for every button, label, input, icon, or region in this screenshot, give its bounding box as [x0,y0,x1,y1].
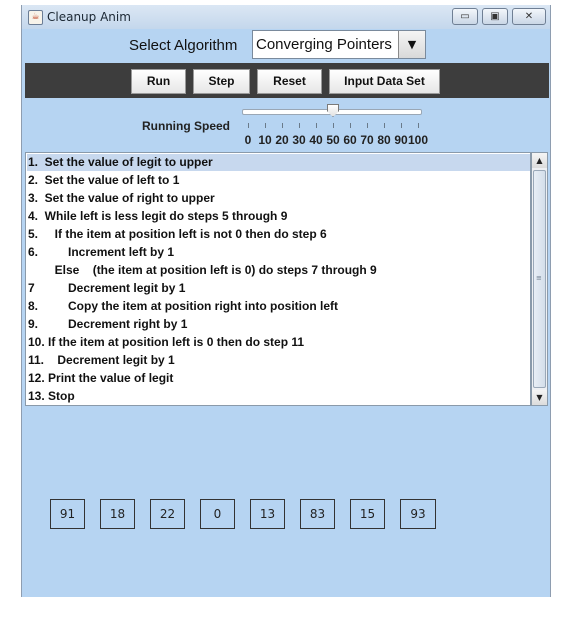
step-item[interactable]: 4. While left is less legit do steps 5 through 9 [28,209,288,223]
speed-tick-label: 60 [343,133,357,147]
speed-tick-label: 20 [275,133,289,147]
speed-tick-label: 90 [394,133,408,147]
data-cell: 18 [100,499,135,529]
speed-tick [350,123,351,128]
step-item[interactable]: 9. Decrement right by 1 [28,317,188,331]
step-item[interactable]: 7 Decrement legit by 1 [28,281,186,295]
speed-tick-label: 30 [292,133,306,147]
control-toolbar [25,63,549,98]
java-app-icon: ☕ [28,10,43,25]
dropdown-arrow-icon[interactable]: ▼ [398,31,425,58]
scroll-up-icon[interactable]: ▲ [532,153,547,168]
step-button[interactable]: Step [193,69,250,94]
speed-tick-label: 100 [407,133,429,147]
speed-tick [384,123,385,128]
speed-slider-thumb[interactable] [327,104,339,117]
step-item[interactable]: 3. Set the value of right to upper [28,191,215,205]
speed-tick-label: 50 [326,133,340,147]
data-cell: 0 [200,499,235,529]
step-item[interactable]: 1. Set the value of legit to upper [27,154,530,171]
input-data-set-button[interactable]: Input Data Set [329,69,440,94]
step-item[interactable]: 5. If the item at position left is not 0 then do step 6 [28,227,327,241]
algorithm-row [22,29,550,67]
data-cell: 91 [50,499,85,529]
step-item[interactable]: 10. If the item at position left is 0 then do step 11 [28,335,305,349]
speed-tick [418,123,419,128]
scrollbar-thumb[interactable] [533,170,546,388]
scroll-down-icon[interactable]: ▼ [532,390,547,405]
data-cell: 83 [300,499,335,529]
data-cell: 15 [350,499,385,529]
step-item[interactable]: 6. Increment left by 1 [28,245,175,259]
data-cell: 13 [250,499,285,529]
step-item[interactable]: 2. Set the value of left to 1 [28,173,180,187]
speed-tick-label: 0 [244,133,252,147]
maximize-button[interactable]: ▣ [482,8,508,25]
data-cell: 93 [400,499,436,529]
speed-tick-label: 40 [309,133,323,147]
step-item[interactable]: Else (the item at position left is 0) do steps 7 through 9 [28,263,377,277]
algorithm-label: Select Algorithm [129,37,238,54]
algorithm-steps-list[interactable] [25,152,531,406]
step-item[interactable]: 13. Stop [28,389,75,403]
window-title: Cleanup Anim [47,10,131,24]
scroll-grip-icon: ≡ [536,274,542,282]
step-item[interactable]: 12. Print the value of legit [28,371,174,385]
title-bar[interactable] [22,5,550,29]
speed-tick [248,123,249,128]
speed-tick [367,123,368,128]
running-speed-label: Running Speed [142,119,230,133]
speed-tick [265,123,266,128]
close-button[interactable]: ✕ [512,8,546,25]
steps-scrollbar[interactable] [531,152,548,406]
app-window [21,5,551,597]
algorithm-select[interactable] [252,30,426,59]
reset-button[interactable]: Reset [257,69,322,94]
speed-tick-label: 70 [360,133,374,147]
speed-tick [299,123,300,128]
speed-tick [401,123,402,128]
speed-tick [282,123,283,128]
step-item[interactable]: 8. Copy the item at position right into position left [28,299,338,313]
run-button[interactable]: Run [131,69,186,94]
speed-tick-label: 10 [258,133,272,147]
speed-tick [333,123,334,128]
data-cell: 22 [150,499,185,529]
speed-tick-label: 80 [377,133,391,147]
algorithm-selected-value: Converging Pointers [256,36,392,53]
minimize-button[interactable]: ▭ [452,8,478,25]
speed-tick [316,123,317,128]
step-item[interactable]: 11. Decrement legit by 1 [28,353,175,367]
